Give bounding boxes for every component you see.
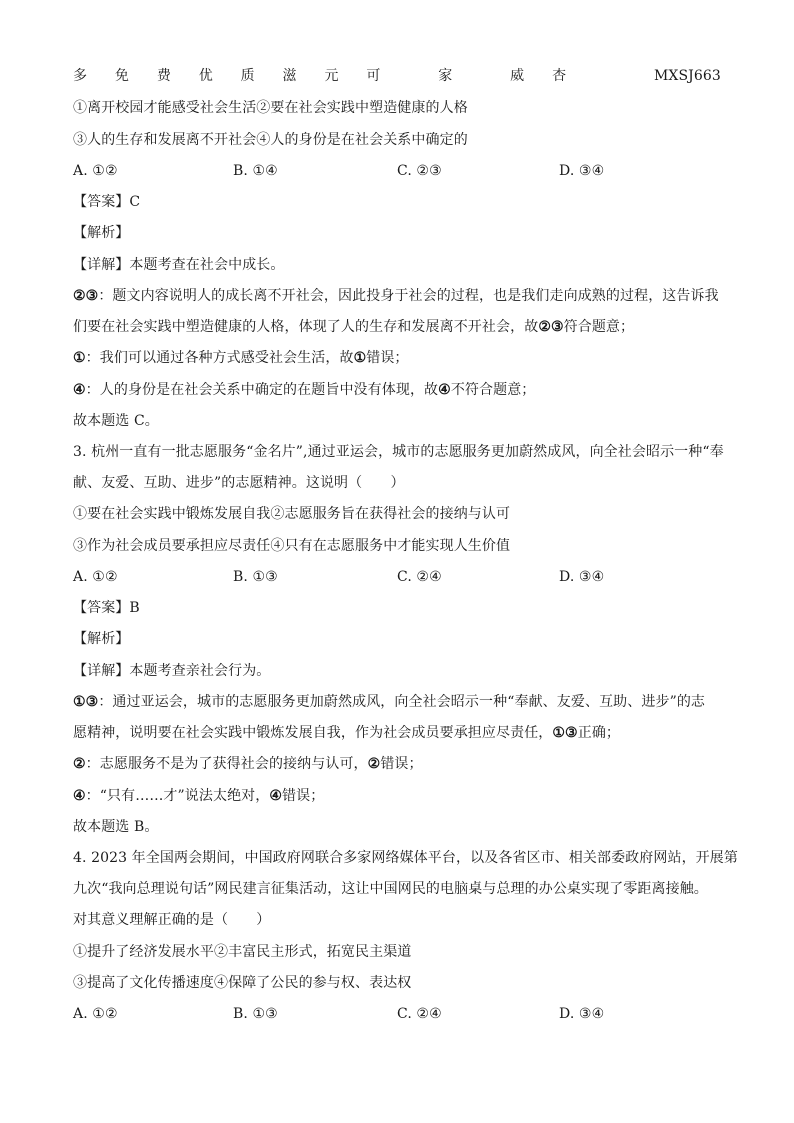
circled-mark: ②③ [73,288,99,304]
q2-option-c: C. ②③ [397,163,442,179]
q2-explanation-3 [73,380,721,400]
q4-stem-line-1: 4. 2023 年全国两会期间，中国政府网联合多家网络媒体平台，以及各省区市、相关部委政府网站，开展第 [73,850,738,866]
detail-intro: 本题考查在社会中成长。 [129,257,285,273]
circled-mark: ①③ [73,694,99,710]
explanation-text: ：人的身份是在社会关系中确定的在题旨中没有体现，故 [85,382,439,398]
circled-mark: ①③ [552,725,578,741]
circled-mark: ② [367,756,381,772]
header-char: 杏 [552,68,567,84]
answer-tag: 【答案】 [73,194,130,210]
explanation-text: 愿精神，说明要在社会实践中锻炼发展自我，作为社会成员要承担应尽责任， [73,725,553,741]
q3-items-line-2: ③作为社会成员要承担应尽责任④只有在志愿服务中才能实现人生价值 [73,538,511,554]
circled-mark: ④ [73,788,86,804]
header-char: 免 [114,68,130,84]
answer-tag: 【答案】 [73,600,130,616]
q2-explanation-1b [73,317,721,337]
q2-answer [73,192,721,212]
circled-mark: ④ [269,788,283,804]
q2-options [73,161,721,181]
q4-option-c: C. ②④ [397,1006,442,1022]
detail-tag: 【详解】 [73,663,130,679]
q4-items-line-2: ③提高了文化传播速度④保障了公民的参与权、表达权 [73,975,412,991]
explanation-text: 错误； [366,350,409,366]
q2-explanation-1a [73,286,721,306]
q4-options [73,1004,721,1024]
q3-option-a: A. ①② [73,569,118,585]
q2-option-b: B. ①④ [233,163,278,179]
q2-option-a: A. ①② [73,163,118,179]
detail-tag: 【详解】 [73,257,130,273]
answer-value: B [129,600,140,616]
q2-analysis-tag: 【解析】 [73,225,130,241]
header-char: 威 [510,68,525,84]
header-char: 家 [438,68,453,84]
q4-option-b: B. ①③ [233,1006,278,1022]
header-char: 可 [366,68,381,84]
explanation-text: ：通过亚运会，城市的志愿服务更加蔚然成风，向全社会昭示一种“奉献、友爱、互助、进步”的志 [98,694,706,710]
q3-option-c: C. ②④ [397,569,442,585]
q3-option-d: D. ③④ [559,569,605,585]
q4-option-d: D. ③④ [559,1006,605,1022]
explanation-text: ：志愿服务不是为了获得社会的接纳与认可， [85,756,368,772]
circled-mark: ④ [438,382,451,398]
q2-detail [73,255,721,275]
explanation-text: 正确； [577,725,621,741]
q2-option-d: D. ③④ [559,163,605,179]
circled-mark: ① [353,350,367,366]
explanation-text: ：“只有……才”说法太绝对， [85,788,270,804]
answer-value: C [129,194,141,210]
q3-detail [73,661,721,681]
q3-option-b: B. ①③ [233,569,278,585]
q3-options [73,567,721,587]
q2-explanation-2 [73,348,721,368]
header-char: 质 [240,68,255,84]
header-char: 费 [156,68,171,84]
q3-explanation-2 [73,754,721,774]
q4-option-a: A. ①② [73,1006,118,1022]
q3-items-line-1: ①要在社会实践中锻炼发展自我②志愿服务旨在获得社会的接纳与认可 [73,506,511,522]
explanation-text: 符合题意； [563,319,635,335]
q4-stem-line-3: 对其意义理解正确的是（ ） [73,912,271,928]
q3-explanation-1a [73,692,721,712]
explanation-text: ：我们可以通过各种方式感受社会生活，故 [85,350,354,366]
header-char: 优 [198,68,213,84]
q3-analysis-tag: 【解析】 [73,631,130,647]
header-char: 滋 [282,68,297,84]
q4-stem-line-2: 九次“我向总理说句话”网民建言征集活动，这让中国网民的电脑桌与总理的办公桌实现了零距离接触。 [73,881,708,897]
q4-items-line-1: ①提升了经济发展水平②丰富民主形式，拓宽民主渠道 [73,944,412,960]
header-char: 元 [324,68,339,84]
q2-items-line-2: ③人的生存和发展离不开社会④人的身份是在社会关系中确定的 [73,132,468,148]
explanation-text: 不符合题意； [450,382,536,398]
explanation-text: ：题文内容说明人的成长离不开社会，因此投身于社会的过程，也是我们走向成熟的过程，这告诉我 [98,288,719,304]
q3-answer [73,598,721,618]
header-code: MXSJ663 [653,68,721,84]
q3-conclusion: 故本题选 B。 [73,819,159,835]
circled-mark: ②③ [538,319,564,335]
q3-explanation-1b [73,723,721,743]
circled-mark: ② [73,756,86,772]
q3-explanation-3 [73,786,721,806]
detail-intro: 本题考查亲社会行为。 [129,663,271,679]
circled-mark: ① [73,350,86,366]
q3-stem-line-2: 献、友爱、互助、进步”的志愿精神。这说明（ ） [73,475,405,491]
q3-stem-line-1: 3. 杭州一直有一批志愿服务“金名片”,通过亚运会，城市的志愿服务更加蔚然成风，向全社会昭示一种“奉 [73,444,724,460]
q2-items-line-1: ①离开校园才能感受社会生活②要在社会实践中塑造健康的人格 [73,100,468,116]
explanation-text: 们要在社会实践中塑造健康的人格，体现了人的生存和发展离不开社会，故 [73,319,539,335]
q2-conclusion: 故本题选 C。 [73,413,159,429]
explanation-text: 错误； [282,788,325,804]
circled-mark: ④ [73,382,86,398]
explanation-text: 错误； [380,756,423,772]
header-watermark [73,66,721,86]
header-char: 多 [73,68,88,84]
